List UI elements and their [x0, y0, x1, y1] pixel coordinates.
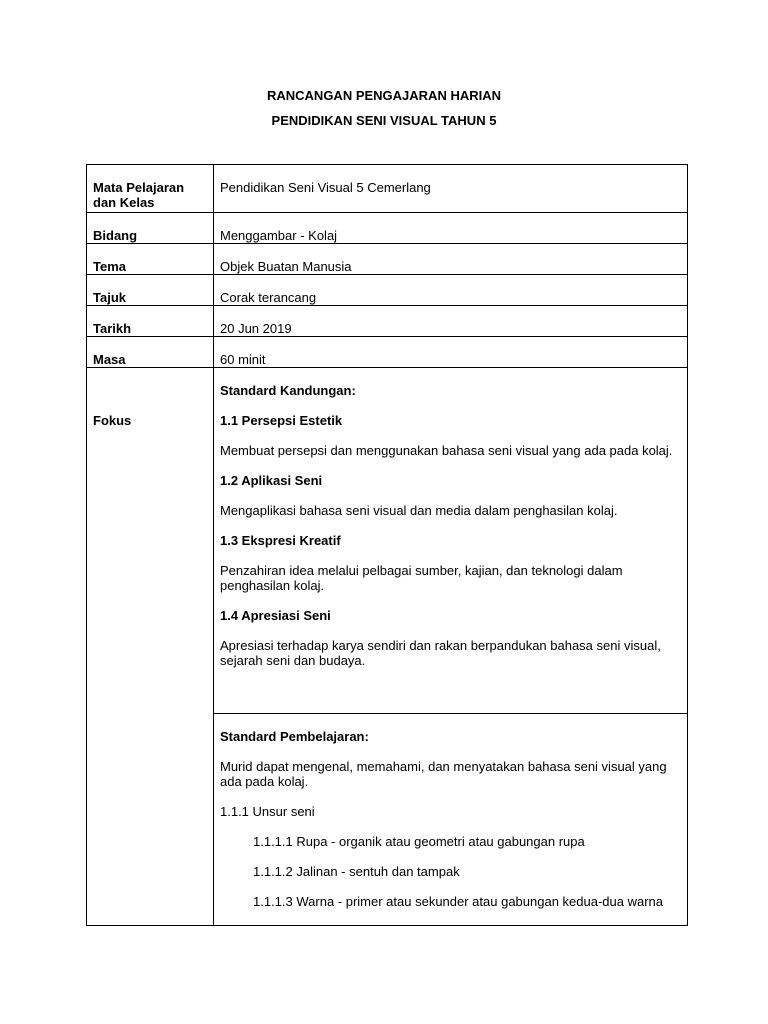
value-bidang: Menggambar - Kolaj	[214, 213, 688, 244]
sp-unsur-seni: 1.1.1 Unsur seni	[220, 804, 315, 819]
label-tarikh: Tarikh	[87, 306, 214, 337]
page-subtitle: PENDIDIKAN SENI VISUAL TAHUN 5	[271, 113, 497, 128]
label-tema: Tema	[87, 244, 214, 275]
sk-item-text: Penzahiran idea melalui pelbagai sumber, kajian, dan teknologi dalam penghasilan kolaj.	[220, 563, 623, 593]
sk-item-text: Apresiasi terhadap karya sendiri dan rakan berpandukan bahasa seni visual, sejarah seni dan budaya.	[220, 638, 661, 668]
sp-sub-item: 1.1.1.3 Warna - primer atau sekunder atau gabungan kedua-dua warna	[253, 894, 664, 909]
row-tarikh	[87, 306, 688, 337]
sk-item-text: Membuat persepsi dan menggunakan bahasa seni visual yang ada pada kolaj.	[220, 443, 673, 458]
sk-item-title: 1.4 Apresiasi Seni	[220, 608, 331, 623]
value-tajuk: Corak terancang	[214, 275, 688, 306]
standard-kandungan-cell	[214, 368, 688, 714]
label-bidang: Bidang	[87, 213, 214, 244]
value-tema: Objek Buatan Manusia	[214, 244, 688, 275]
row-masa	[87, 337, 688, 368]
row-tema	[87, 244, 688, 275]
standard-pembelajaran-heading: Standard Pembelajaran:	[220, 729, 369, 744]
row-bidang	[87, 213, 688, 244]
value-mata-pelajaran: Pendidikan Seni Visual 5 Cemerlang	[214, 165, 688, 213]
sp-sub-item: 1.1.1.2 Jalinan - sentuh dan tampak	[253, 864, 460, 879]
value-masa: 60 minit	[214, 337, 688, 368]
lesson-plan-table	[86, 164, 688, 926]
value-tarikh: 20 Jun 2019	[214, 306, 688, 337]
row-tajuk	[87, 275, 688, 306]
label-fokus: Fokus	[93, 413, 132, 428]
label-fokus-cell	[87, 368, 214, 926]
standard-kandungan-heading: Standard Kandungan:	[220, 383, 356, 398]
sk-item-text: Mengaplikasi bahasa seni visual dan media dalam penghasilan kolaj.	[220, 503, 618, 518]
label-mata-pelajaran: Mata Pelajaran dan Kelas	[87, 165, 214, 213]
row-fokus	[87, 368, 688, 714]
label-masa: Masa	[87, 337, 214, 368]
page-title: RANCANGAN PENGAJARAN HARIAN	[266, 88, 501, 103]
label-tajuk: Tajuk	[87, 275, 214, 306]
sk-item-title: 1.2 Aplikasi Seni	[220, 473, 323, 488]
sp-sub-item: 1.1.1.1 Rupa - organik atau geometri atau gabungan rupa	[253, 834, 585, 849]
standard-pembelajaran-cell	[214, 714, 688, 926]
sk-item-title: 1.3 Ekspresi Kreatif	[220, 533, 341, 548]
sk-item-title: 1.1 Persepsi Estetik	[220, 413, 343, 428]
row-mata-pelajaran	[87, 165, 688, 213]
sp-intro: Murid dapat mengenal, memahami, dan menyatakan bahasa seni visual yang ada pada kolaj.	[220, 759, 667, 789]
